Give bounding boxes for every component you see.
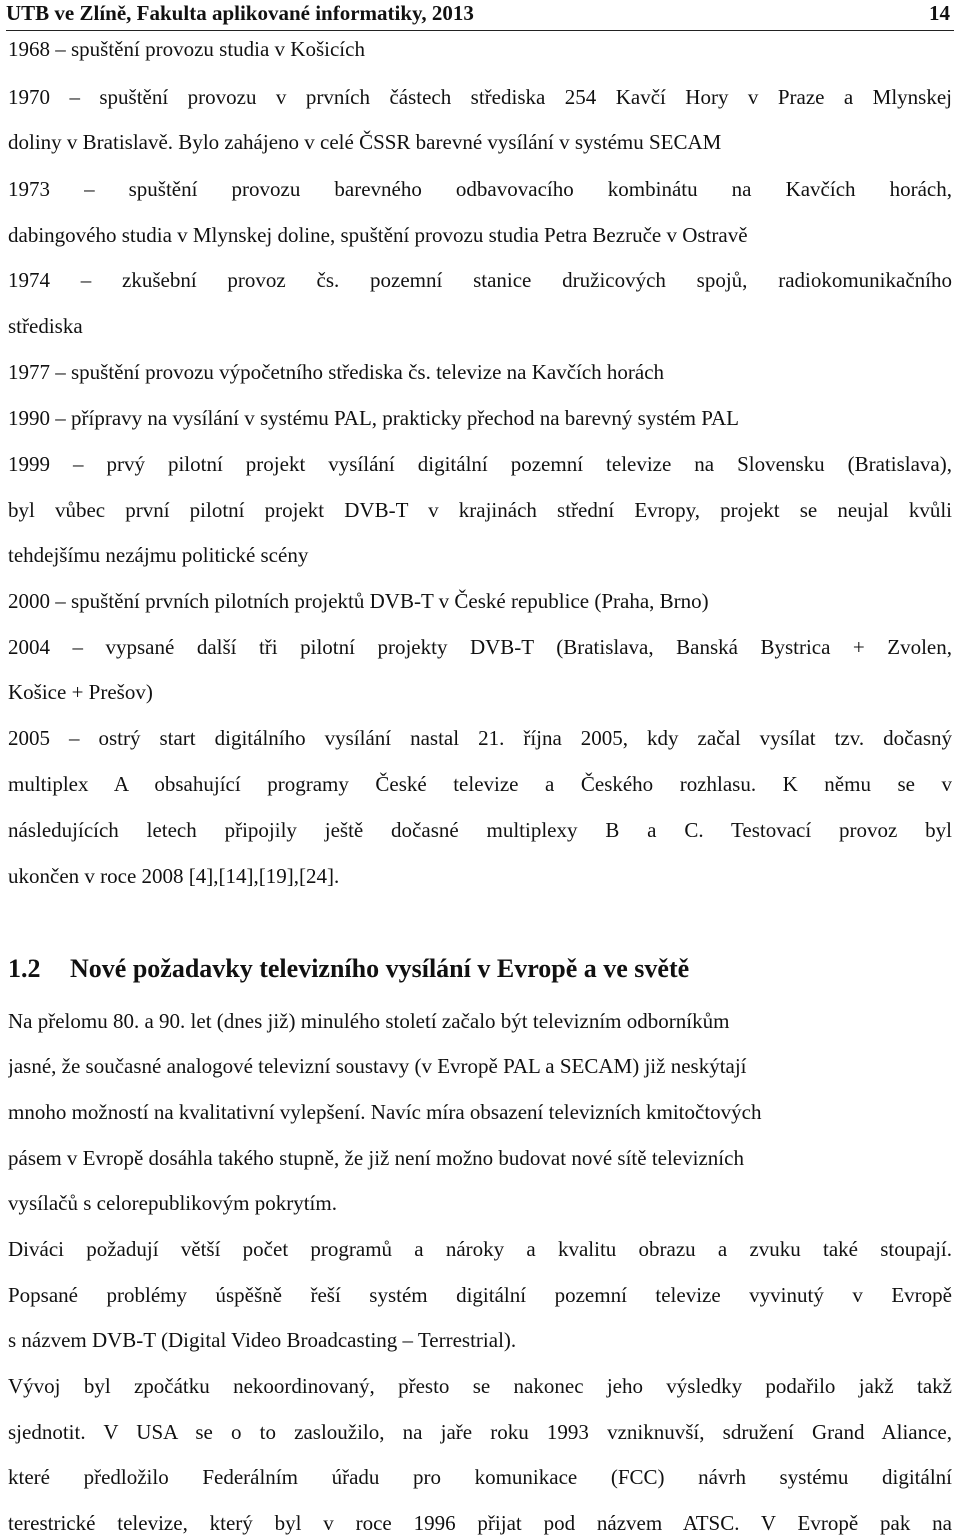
text-line: 2005 – ostrý start digitálního vysílání nastal 21. října 2005, kdy začal vysílat tzv. dočasný [8,726,952,750]
running-header [6,0,954,31]
text-line: vysílačů s celorepublikovým pokrytím. [8,1191,337,1215]
text-line: následujících letech připojily ještě dočasné multiplexy B a C. Testovací provoz byl [8,818,952,842]
text-line: 1970 – spuštění provozu v prvních částech střediska 254 Kavčí Hory v Praze a Mlynskej [8,85,952,109]
text-line: 1974 – zkušební provoz čs. pozemní stanice družicových spojů, radiokomunikačního [8,268,952,292]
text-line: střediska [8,314,83,338]
text-line: Košice + Prešov) [8,680,153,704]
text-line: 1977 – spuštění provozu výpočetního střediska čs. televize na Kavčích horách [8,360,665,384]
section-number: 1.2 [8,954,41,983]
text-line: Vývoj byl zpočátku nekoordinovaný, přesto se nakonec jeho výsledky podařilo jakž takž [8,1374,952,1398]
text-line: terestrické televize, který byl v roce 1996 přijat pod názvem ATSC. V Evropě pak na [8,1511,952,1535]
text-line: doliny v Bratislavě. Bylo zahájeno v celé ČSSR barevné vysílání v systému SECAM [8,130,722,154]
text-line: byl vůbec první pilotní projekt DVB-T v krajinách střední Evropy, projekt se neujal kvůli [8,498,952,522]
text-line: 2000 – spuštění prvních pilotních projektů DVB-T v České republice (Praha, Brno) [8,589,709,613]
section-heading [8,953,689,985]
header-title: UTB ve Zlíně, Fakulta aplikované informatiky, 2013 [6,1,474,25]
text-line: Popsané problémy úspěšně řeší systém digitální pozemní televize vyvinutý v Evropě [8,1283,952,1307]
text-line: tehdejšímu nezájmu politické scény [8,543,309,567]
text-line: Na přelomu 80. a 90. let (dnes již) minulého století začalo být televizním odborníkům [8,1009,730,1033]
page-number: 14 [929,1,950,25]
text-line: 1973 – spuštění provozu barevného odbavovacího kombinátu na Kavčích horách, [8,177,952,201]
text-line: multiplex A obsahující programy České televize a Českého rozhlasu. K němu se v [8,772,952,796]
text-line: které předložilo Federálním úřadu pro komunikace (FCC) návrh systému digitální [8,1465,952,1489]
text-line: 1990 – přípravy na vysílání v systému PAL, prakticky přechod na barevný systém PAL [8,406,740,430]
text-line: dabingového studia v Mlynskej doline, spuštění provozu studia Petra Bezruče v Ostravě [8,223,748,247]
text-line: sjednotit. V USA se o to zasloužilo, na jaře roku 1993 vzniknuvší, sdružení Grand Aliance, [8,1420,952,1444]
text-line: 1968 – spuštění provozu studia v Košicích [8,37,365,61]
text-line: jasné, že současné analogové televizní soustavy (v Evropě PAL a SECAM) již neskýtají [8,1054,747,1078]
text-line: 2004 – vypsané další tři pilotní projekty DVB-T (Bratislava, Banská Bystrica + Zvolen, [8,635,952,659]
text-line: 1999 – prvý pilotní projekt vysílání digitální pozemní televize na Slovensku (Bratislava), [8,452,952,476]
text-line: ukončen v roce 2008 [4],[14],[19],[24]. [8,864,340,888]
text-line: pásem v Evropě dosáhla takého stupně, že již není možno budovat nové sítě televizních [8,1146,744,1170]
text-line: s názvem DVB-T (Digital Video Broadcasting – Terrestrial). [8,1328,517,1352]
section-title: Nové požadavky televizního vysílání v Evropě a ve světě [70,954,690,983]
text-line: Diváci požadují větší počet programů a nároky a kvalitu obrazu a zvuku také stoupají. [8,1237,952,1261]
text-line: mnoho možností na kvalitativní vylepšení. Navíc míra obsazení televizních kmitočtových [8,1100,762,1124]
